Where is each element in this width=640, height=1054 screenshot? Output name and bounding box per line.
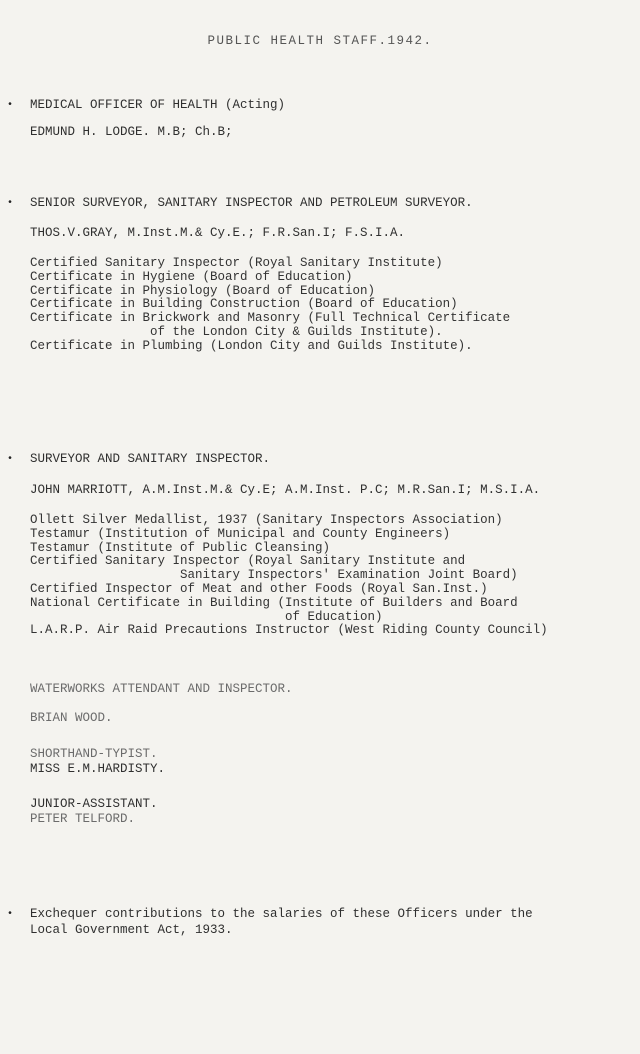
qualification-line: Certificate in Plumbing (London City and Guilds Institute).: [30, 338, 473, 353]
moh-name: EDMUND H. LODGE. M.B; Ch.B;: [30, 125, 233, 139]
surveyor-name: JOHN MARRIOTT, A.M.Inst.M.& Cy.E; A.M.Inst. P.C; M.R.San.I; M.S.I.A.: [30, 483, 541, 497]
footnote-line: Exchequer contributions to the salaries of these Officers under the: [30, 907, 533, 921]
shorthand-name: MISS E.M.HARDISTY.: [30, 762, 166, 776]
qualification-line: L.A.R.P. Air Raid Precautions Instructor (West Riding County Council): [30, 623, 548, 638]
qualification-line: Certificate in Building Construction (Board of Education): [30, 297, 458, 312]
qualification-line: Sanitary Inspectors' Examination Joint Board): [30, 568, 518, 583]
footnote-line: Local Government Act, 1933.: [30, 923, 233, 937]
senior-heading: SENIOR SURVEYOR, SANITARY INSPECTOR AND PETROLEUM SURVEYOR.: [30, 196, 473, 210]
qualification-line: of the London City & Guilds Institute).: [30, 324, 443, 339]
qualification-line: Testamur (Institute of Public Cleansing): [30, 540, 331, 555]
senior-name: THOS.V.GRAY, M.Inst.M.& Cy.E.; F.R.San.I; F.S.I.A.: [30, 226, 406, 240]
qualification-line: Certificate in Physiology (Board of Education): [30, 283, 376, 298]
bullet-marker: •: [7, 454, 14, 465]
moh-heading: MEDICAL OFFICER OF HEALTH (Acting): [30, 98, 286, 112]
qualification-line: Certificate in Brickwork and Masonry (Full Technical Certificate: [30, 311, 511, 326]
surveyor-heading: SURVEYOR AND SANITARY INSPECTOR.: [30, 452, 271, 466]
waterworks-heading: WATERWORKS ATTENDANT AND INSPECTOR.: [30, 682, 293, 696]
waterworks-name: BRIAN WOOD.: [30, 711, 113, 725]
qualification-line: Ollett Silver Medallist, 1937 (Sanitary Inspectors Association): [30, 513, 503, 527]
qualification-line: Certified Sanitary Inspector (Royal Sanitary Institute): [30, 256, 443, 270]
junior-name: PETER TELFORD.: [30, 812, 136, 826]
qualification-line: Testamur (Institution of Municipal and County Engineers): [30, 526, 451, 541]
qualification-line: of Education): [30, 609, 383, 624]
junior-heading: JUNIOR-ASSISTANT.: [30, 797, 158, 811]
qualification-line: National Certificate in Building (Institute of Builders and Board: [30, 595, 518, 610]
qualification-line: Certificate in Hygiene (Board of Education): [30, 269, 353, 284]
surveyor-qualifications: [30, 514, 630, 638]
shorthand-heading: SHORTHAND-TYPIST.: [30, 747, 158, 761]
senior-qualifications: [30, 257, 630, 354]
bullet-marker: •: [7, 198, 14, 209]
qualification-line: Certified Inspector of Meat and other Foods (Royal San.Inst.): [30, 581, 488, 596]
page-title: PUBLIC HEALTH STAFF.1942.: [207, 34, 433, 48]
bullet-marker: •: [7, 909, 14, 920]
qualification-line: Certified Sanitary Inspector (Royal Sanitary Institute and: [30, 554, 466, 569]
bullet-marker: •: [7, 100, 14, 111]
